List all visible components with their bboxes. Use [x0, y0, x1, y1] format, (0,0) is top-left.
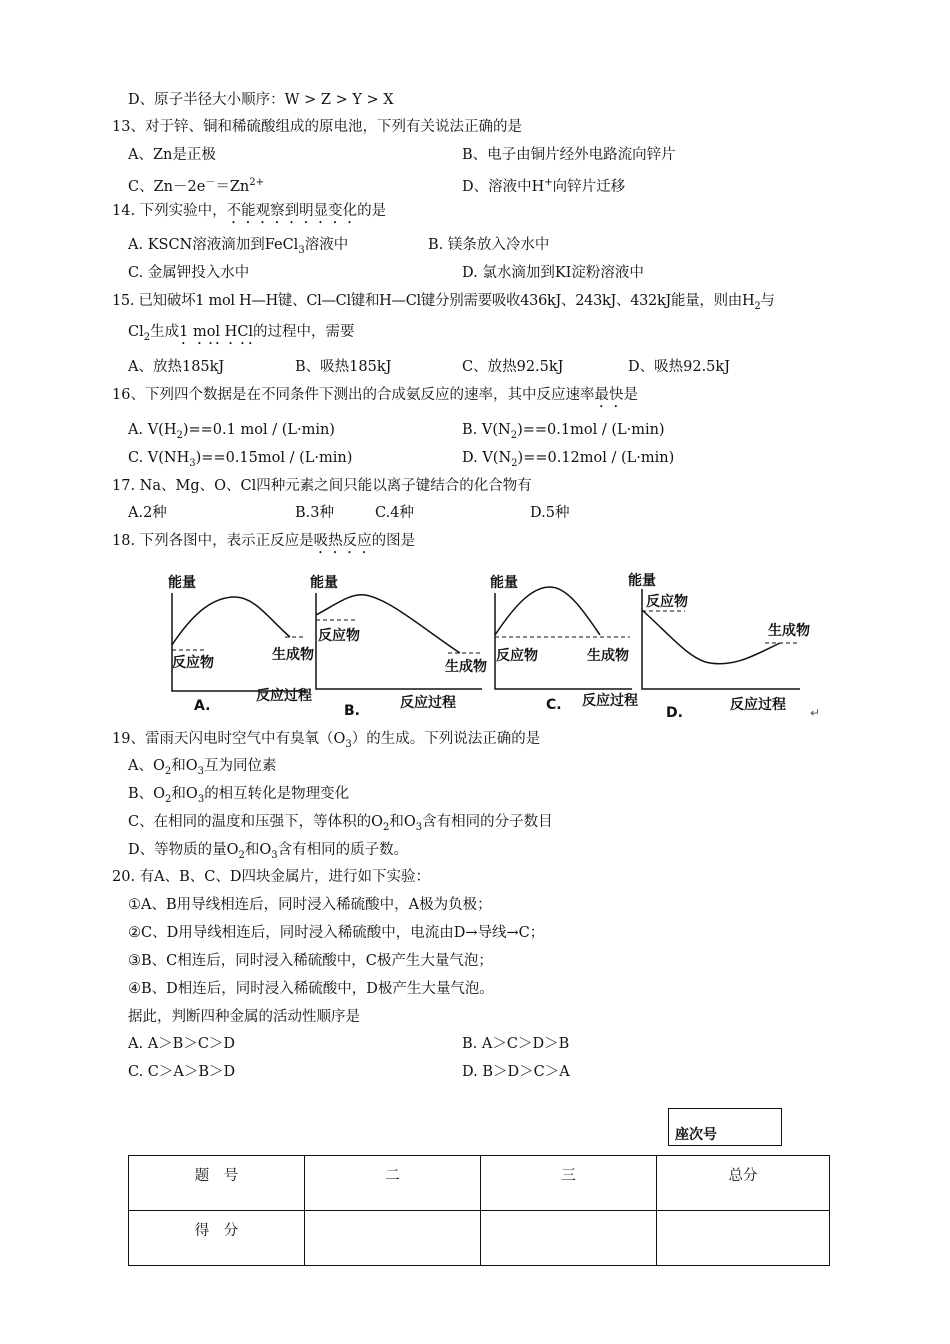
q20-option-b: B. A＞C＞D＞B: [462, 1036, 570, 1052]
header-total: 总分: [657, 1156, 830, 1211]
diagram-b: [310, 574, 487, 719]
q13-stem: 13、对于锌、铜和稀硫酸组成的原电池，下列有关说法正确的是: [112, 119, 522, 135]
q13-option-a: A、Zn是正极: [128, 147, 216, 163]
q13-option-c: C、$Zn-2e^-=Zn^{2+}$: [128, 177, 264, 195]
q20-option-a: A. A＞B＞C＞D: [128, 1036, 236, 1052]
diagram-d-product-label: 生成物: [768, 623, 810, 639]
q17-option-a: A.2种: [128, 505, 167, 521]
q20-option-d: D. B＞D＞C＞A: [462, 1064, 570, 1080]
q14-option-b: B. 镁条放入冷水中: [428, 237, 550, 253]
q15-option-b: B、吸热185kJ: [295, 359, 392, 375]
q20-question: 据此，判断四种金属的活动性顺序是: [128, 1009, 360, 1025]
q19-option-b: B、$O_2$和$O_3$的相互转化是物理变化: [128, 786, 350, 805]
header-part-two: 二: [305, 1156, 481, 1211]
diagram-c-reactant-label: 反应物: [496, 648, 538, 664]
q15-stem-line2: $Cl_2$生成1 mol HCl的过程中，需要: [128, 324, 355, 343]
score-table-header-row: [129, 1156, 830, 1211]
diagram-a: [168, 574, 314, 714]
seat-number-box: [668, 1108, 782, 1146]
q14-option-d: D. 氯水滴加到KI淀粉溶液中: [462, 265, 644, 281]
header-question-number: 题 号: [129, 1156, 305, 1211]
score-table-score-row: [129, 1211, 830, 1266]
score-cell-total[interactable]: [657, 1211, 830, 1266]
row-label-score: 得 分: [129, 1211, 305, 1266]
diagram-a-energy-label: 能量: [168, 575, 196, 591]
diagram-b-reactant-label: 反应物: [318, 628, 360, 644]
score-cell-part-three[interactable]: [481, 1211, 657, 1266]
q19-stem: 19、雷雨天闪电时空气中有臭氧$(O_3)$的生成。下列说法正确的是: [112, 731, 541, 750]
diagram-b-energy-label: 能量: [310, 575, 338, 591]
q16-option-c: C. $V(NH_3)==0.15mol / (L\cdot\min)$: [128, 450, 353, 469]
diagram-c-letter: C.: [546, 697, 562, 713]
q15-option-c: C、放热92.5kJ: [462, 359, 564, 375]
q15-option-d: D、吸热92.5kJ: [628, 359, 731, 375]
q19-option-c: C、在相同的温度和压强下，等体积的$O_2$和$O_3$含有相同的分子数目: [128, 814, 553, 833]
q17-option-c: C.4种: [375, 505, 414, 521]
diagram-a-product-label: 生成物: [272, 647, 314, 663]
q20-option-c: C. C＞A＞B＞D: [128, 1064, 236, 1080]
q15-option-a: A、放热185kJ: [128, 359, 225, 375]
diagram-a-letter: A.: [194, 698, 211, 714]
energy-diagrams: [160, 565, 830, 725]
q12-option-d: D、原子半径大小顺序：W > Z > Y > X: [128, 92, 394, 108]
q14-stem: 14. 下列实验中，不能观察到明显变化的是: [112, 203, 387, 219]
q20-statement-2: ②C、D用导线相连后，同时浸入稀硫酸中，电流由D→导线→C；: [128, 925, 545, 941]
q16-option-a: A. $V(H_2)==0.1$ mol / (L·min): [128, 422, 335, 441]
q20-stem: 20. 有A、B、C、D四块金属片，进行如下实验：: [112, 869, 431, 885]
diagram-c: [490, 574, 638, 713]
diagram-b-letter: B.: [344, 703, 360, 719]
return-mark: ↵: [810, 706, 821, 720]
diagram-b-progress-label: 反应过程: [400, 695, 456, 711]
score-cell-part-two[interactable]: [305, 1211, 481, 1266]
q13-option-d: D、溶液中H+向锌片迁移: [462, 177, 626, 195]
q19-option-a: A、$O_2$和$O_3$互为同位素: [128, 758, 277, 777]
diagram-d: [628, 572, 820, 721]
diagram-d-letter: D.: [666, 705, 683, 721]
header-part-three: 三: [481, 1156, 657, 1211]
diagram-d-energy-label: 能量: [628, 573, 656, 589]
score-table: [128, 1155, 830, 1266]
q18-stem: 18. 下列各图中，表示正反应是吸热反应的图是: [112, 533, 416, 549]
diagram-c-energy-label: 能量: [490, 575, 518, 591]
q16-option-b: B. $V(N_2)==0.1mol / (L\cdot\min)$: [462, 422, 665, 441]
q15-stem-line1: 15. 已知破坏1 mol H—H键、Cl—Cl键和H—Cl键分别需要吸收436kJ、243kJ、432kJ能量，则由$H_2$与: [112, 293, 775, 312]
diagram-c-product-label: 生成物: [587, 648, 629, 664]
q17-option-b: B.3种: [295, 505, 334, 521]
q20-statement-3: ③B、C相连后，同时浸入稀硫酸中，C极产生大量气泡；: [128, 953, 493, 969]
q16-option-d: D. $V(N_2)==0.12mol / (L\cdot\min)$: [462, 450, 675, 469]
diagram-a-progress-label: 反应过程: [256, 688, 312, 704]
q14-option-a: A. KSCN溶液滴加到FeCl$_3$溶液中: [128, 237, 349, 256]
diagram-c-progress-label: 反应过程: [582, 693, 638, 709]
seat-number-label: 座次号: [675, 1127, 717, 1143]
diagram-a-reactant-label: 反应物: [172, 655, 214, 671]
q17-option-d: D.5种: [530, 505, 570, 521]
diagram-d-reactant-label: 反应物: [646, 594, 688, 610]
q13-option-b: B、电子由铜片经外电路流向锌片: [462, 147, 676, 163]
q20-statement-4: ④B、D相连后，同时浸入稀硫酸中，D极产生大量气泡。: [128, 981, 494, 997]
diagram-d-progress-label: 反应过程: [730, 697, 786, 713]
q16-stem: 16、下列四个数据是在不同条件下测出的合成氨反应的速率，其中反应速率最快是: [112, 387, 638, 403]
q17-stem: 17. Na、Mg、O、Cl四种元素之间只能以离子键结合的化合物有: [112, 478, 532, 494]
q20-statement-1: ①A、B用导线相连后，同时浸入稀硫酸中，A极为负极；: [128, 897, 492, 913]
q14-option-c: C. 金属钾投入水中: [128, 265, 250, 281]
diagram-b-product-label: 生成物: [445, 659, 487, 675]
q19-option-d: D、等物质的量$O_2$和$O_3$含有相同的质子数。: [128, 842, 409, 861]
